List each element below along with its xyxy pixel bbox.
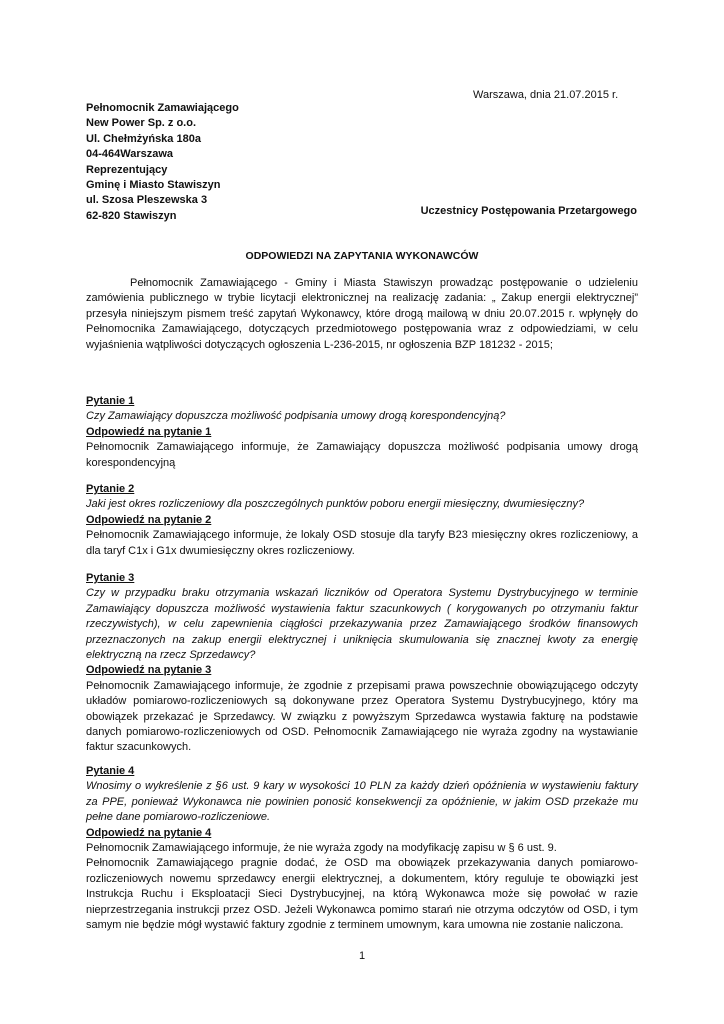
answer-text: Pełnomocnik Zamawiającego informuje, że nie wyraża zgody na modyfikację zapisu w § 6 ust. 9.	[86, 842, 557, 855]
answer-heading: Odpowiedź na pytanie 1	[86, 425, 212, 438]
sender-line: Ul. Chełmżyńska 180a	[86, 132, 201, 145]
sender-line: Pełnomocnik Zamawiającego	[86, 102, 239, 114]
question-heading: Pytanie 4	[86, 765, 135, 777]
answer-heading: Odpowiedź na pytanie 3	[86, 664, 212, 677]
sender-line: 62-820 Stawiszyn	[86, 209, 177, 222]
question-block-2	[86, 482, 638, 559]
sender-line: ul. Szosa Pleszewska 3	[86, 194, 208, 207]
sender-line: New Power Sp. z o.o.	[86, 117, 197, 130]
page-number: 1	[358, 950, 366, 962]
intro-section	[86, 276, 638, 353]
sender-line: Reprezentujący	[86, 163, 168, 176]
sender-line: 04-464Warszawa	[86, 148, 174, 161]
question-text: Jaki jest okres rozliczeniowy dla poszczególnych punktów poboru energii miesięczny, dwumiesięczny?	[86, 498, 585, 511]
intro-paragraph: Pełnomocnik Zamawiającego - Gminy i Miasta Stawiszyn prowadząc postępowanie o udzieleniu zamówienia publicznego w trybie licytacji elektronicznej na realizację zadania: „ Zakup energii elektrycznej” przesyła niniejszym pismem treść zapytań Wykonawcy, które drogą mailową w dniu 20.07.2015 r. wpłynęły do Pełnomocnika Zamawiającego, dotyczących przedmiotowego postępowania wraz z odpowiedziami, w celu wyjaśnienia wątpliwości dotyczących ogłoszenia L-236-2015, nr ogłoszenia BZP 181232 - 2015;	[86, 277, 638, 351]
question-heading: Pytanie 3	[86, 572, 135, 584]
question-block-4	[86, 764, 638, 933]
question-text: Wnosimy o wykreślenie z §6 ust. 9 kary w wysokości 10 PLN za każdy dzień opóźnienia w wystawieniu faktury za PPE, ponieważ Wykonawca nie powinien ponosić konsekwencji za opóźnienie, w jakim OSD przekaże mu pełne dane pomiarowo-rozliczeniowe.	[86, 780, 638, 824]
question-block-3	[86, 571, 638, 756]
answer-heading: Odpowiedź na pytanie 2	[86, 513, 212, 526]
answer-text: Pełnomocnik Zamawiającego informuje, że Zamawiający dopuszcza możliwość podpisania umowy drogą korespondencyjną	[86, 441, 638, 469]
answer-heading: Odpowiedź na pytanie 4	[86, 826, 212, 839]
answer-text: Pełnomocnik Zamawiającego informuje, że lokaly OSD stosuje dla taryfy B23 miesięczny okres rozliczeniowy, a dla taryf C1x i G1x dwumiesięczny okres rozliczeniowy.	[86, 529, 638, 557]
question-block-1	[86, 394, 638, 471]
sender-block	[86, 101, 239, 224]
sender-line: Gminę i Miasto Stawiszyn	[86, 179, 221, 192]
question-text: Czy Zamawiający dopuszcza możliwość podpisania umowy drogą korespondencyjną?	[86, 410, 506, 423]
question-text: Czy w przypadku braku otrzymania wskazań liczników od Operatora Systemu Dystrybucyjnego w terminie Zamawiający dopuszcza możliwość wystawienia faktur szacunkowych ( korygowanych po otrzymaniu faktur rzeczywistych), w celu zapewnienia ciągłości przekazywania przez Zamawiającego środków finansowych przeznaczonych na zakup energii elektrycznej i uniknięcia skumulowania się znacznej kwoty za energię elektryczną na rzecz Sprzedawcy?	[86, 587, 638, 662]
question-heading: Pytanie 2	[86, 483, 135, 495]
answer-text: Pełnomocnik Zamawiającego informuje, że zgodnie z przepisami prawa powszechnie obowiązującego odczyty układów pomiarowo-rozliczeniowych są dokonywane przez Operatora Systemu Dystrybucyjnego, który ma obowiązek przekazać je Sprzedawcy. W związku z powyższym Sprzedawca wystawia fakturę na podstawie danych pomiarowo-rozliczeniowych od OSD. Pełnomocnik Zamawiającego nie wyraża zgodny na wystawianie faktur szacunkowych.	[86, 679, 638, 754]
recipient: Uczestnicy Postępowania Przetargowego	[420, 205, 637, 217]
answer-text-continued: Pełnomocnik Zamawiającego pragnie dodać, że OSD ma obowiązek przekazywania danych pomiarowo-rozliczeniowych nowemu sprzedawcy energii elektrycznej, a dokumentem, który reguluje te obowiązki jest Instrukcja Ruchu i Eksploatacji Sieci Dystrybucyjnej, na którą Wykonawca może się powołać w razie nieprzestrzegania instrukcji przez OSD. Jeżeli Wykonawca pomimo starań nie otrzyma odczytów od OSD, i tym samym nie będzie mógł wystawić faktury zgodnie z terminem umownym, kara umowna nie zostanie naliczona.	[86, 857, 638, 932]
question-heading: Pytanie 1	[86, 395, 135, 407]
date-line: Warszawa, dnia 21.07.2015 r.	[473, 89, 619, 101]
document-title: ODPOWIEDZI NA ZAPYTANIA WYKONAWCÓW	[245, 250, 479, 262]
